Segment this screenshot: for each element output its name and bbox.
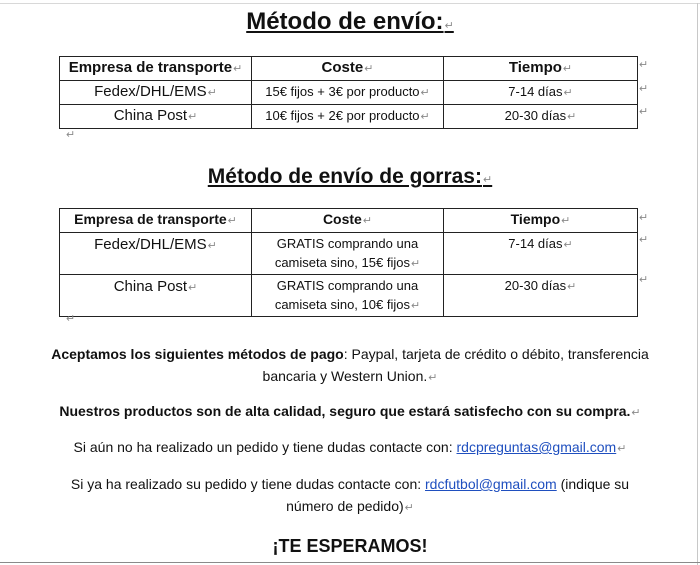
paragraph-mark: ↵ — [482, 174, 493, 186]
row-end-mark: ↵ — [639, 212, 649, 224]
row-end-mark: ↵ — [639, 83, 649, 95]
cell-cost: GRATIS comprando una camiseta sino, 15€ fijos↵ — [252, 233, 444, 275]
contact-order-paragraph: Si ya ha realizado su pedido y tiene dudas contacte con: rdcfutbol@gmail.com (indique su número de pedido)↵ — [70, 476, 630, 514]
cap-shipping-title: Método de envío de gorras:↵ — [207, 165, 493, 188]
page-bottom-edge — [0, 562, 700, 563]
cell-company: China Post↵ — [60, 105, 252, 129]
contact-email-link[interactable]: rdcpreguntas@gmail.com — [456, 439, 617, 455]
table-row — [60, 275, 638, 317]
cell-time: 7-14 días↵ — [444, 233, 638, 275]
cell-time: 20-30 días↵ — [444, 105, 638, 129]
header-cell-time: Tiempo↵ — [444, 209, 638, 233]
page-right-margin-line — [697, 3, 698, 565]
paragraph-mark: ↵ — [66, 313, 76, 325]
cell-time: 7-14 días↵ — [444, 81, 638, 105]
cap-shipping-table — [59, 208, 638, 317]
paragraph-mark: ↵ — [444, 20, 454, 32]
contact-preorder-paragraph: Si aún no ha realizado un pedido y tiene dudas contacte con: rdcpreguntas@gmail.com↵ — [73, 439, 627, 455]
paragraph-mark: ↵ — [66, 129, 76, 141]
closing-text: ¡TE ESPERAMOS! — [272, 536, 428, 556]
shipping-table — [59, 56, 638, 129]
payment-methods-paragraph: Aceptamos los siguientes métodos de pago: Paypal, tarjeta de crédito o débito, transferencia bancaria y Western Union.↵ — [51, 346, 649, 384]
page-top-edge — [0, 3, 700, 4]
table-row — [60, 105, 638, 129]
row-end-mark: ↵ — [639, 274, 649, 286]
row-end-mark: ↵ — [639, 234, 649, 246]
cell-company: Fedex/DHL/EMS↵ — [60, 233, 252, 275]
cell-company: Fedex/DHL/EMS↵ — [60, 81, 252, 105]
header-cell-company: Empresa de transporte↵ — [60, 209, 252, 233]
header-cell-time: Tiempo↵ — [444, 57, 638, 81]
header-cell-cost: Coste↵ — [252, 209, 444, 233]
quality-paragraph: Nuestros productos son de alta calidad, seguro que estará satisfecho con su compra.↵ — [59, 403, 641, 419]
row-end-mark: ↵ — [639, 106, 649, 118]
cell-company: China Post↵ — [60, 275, 252, 317]
header-cell-cost: Coste↵ — [252, 57, 444, 81]
row-end-mark: ↵ — [639, 59, 649, 71]
table-row — [60, 81, 638, 105]
table-row — [60, 233, 638, 275]
table-header-row — [60, 209, 638, 233]
cell-time: 20-30 días↵ — [444, 275, 638, 317]
cell-cost: 15€ fijos + 3€ por producto↵ — [252, 81, 444, 105]
header-cell-company: Empresa de transporte↵ — [60, 57, 252, 81]
cell-cost: GRATIS comprando una camiseta sino, 10€ fijos↵ — [252, 275, 444, 317]
shipping-title: Método de envío:↵ — [246, 8, 454, 35]
order-email-link[interactable]: rdcfutbol@gmail.com — [425, 476, 557, 492]
cell-cost: 10€ fijos + 2€ por producto↵ — [252, 105, 444, 129]
table-header-row — [60, 57, 638, 81]
